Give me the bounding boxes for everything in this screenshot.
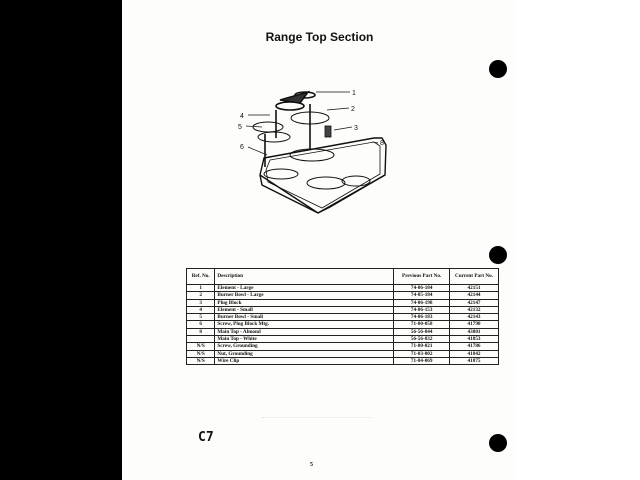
callout-6: 6 [240, 144, 244, 151]
page-title: Range Top Section [265, 30, 374, 44]
cell-description: Screw, Plug Block Mtg. [215, 321, 394, 328]
cell-ref: N/S [187, 350, 215, 357]
cell-ref: 6 [187, 321, 215, 328]
parts-table [186, 268, 499, 365]
callout-8: 8 [380, 140, 384, 147]
table-row [187, 306, 499, 313]
table-row [187, 357, 499, 364]
cell-ref: N/S [187, 357, 215, 364]
cell-ref: 1 [187, 285, 215, 292]
page-number: 5 [310, 462, 313, 468]
table-header-row [187, 269, 499, 285]
cell-ref: 5 [187, 314, 215, 321]
cell-current: 43801 [450, 328, 499, 335]
cell-current: 41790 [450, 321, 499, 328]
cell-description: Wire Clip [215, 357, 394, 364]
cell-previous: 71-00-021 [394, 343, 450, 350]
cell-description: Main Top - Almond [215, 328, 394, 335]
cell-current: 41875 [450, 357, 499, 364]
cell-previous: 71-00-058 [394, 321, 450, 328]
cell-ref: 2 [187, 292, 215, 299]
header-ref: Ref. No. [187, 269, 215, 285]
cell-ref: 8 [187, 328, 215, 335]
cell-ref: 4 [187, 306, 215, 313]
cell-current: 41842 [450, 350, 499, 357]
binder-margin [517, 0, 640, 480]
faint-scan-artifact [262, 407, 372, 418]
binder-hole-middle [489, 246, 507, 264]
cell-description: Screw, Grounding [215, 343, 394, 350]
cell-previous: 71-03-002 [394, 350, 450, 357]
table-row [187, 292, 499, 299]
cell-current: 42147 [450, 299, 499, 306]
cell-ref: 3 [187, 299, 215, 306]
cell-description: Plug Block [215, 299, 394, 306]
plug-block [325, 126, 331, 137]
header-previous: Previous Part No. [394, 269, 450, 285]
callout-5: 5 [238, 124, 242, 131]
cell-description: Burner Bowl - Small [215, 314, 394, 321]
range-top-diagram [122, 0, 517, 260]
cell-ref: N/S [187, 343, 215, 350]
main-top [260, 138, 386, 213]
table-row [187, 321, 499, 328]
cell-previous: 74-06-183 [394, 314, 450, 321]
cell-description: Nut, Grounding [215, 350, 394, 357]
table-row [187, 285, 499, 292]
binder-hole-bottom [489, 434, 507, 452]
header-current: Current Part No. [450, 269, 499, 285]
cell-description: Burner Bowl - Large [215, 292, 394, 299]
table-row [187, 350, 499, 357]
cell-previous: 71-04-069 [394, 357, 450, 364]
header-description: Description [215, 269, 394, 285]
cell-current: 41786 [450, 343, 499, 350]
table-row [187, 314, 499, 321]
cell-description: Main Top - White [215, 336, 394, 343]
table-row [187, 328, 499, 335]
table-row [187, 299, 499, 306]
cell-previous: 74-06-153 [394, 306, 450, 313]
cell-previous: 56-56-832 [394, 336, 450, 343]
table-row [187, 343, 499, 350]
cell-current: 41853 [450, 336, 499, 343]
cell-current: 42143 [450, 314, 499, 321]
cell-current: 42132 [450, 306, 499, 313]
cell-current: 42151 [450, 285, 499, 292]
cell-description: Element - Large [215, 285, 394, 292]
binder-hole-top [489, 60, 507, 78]
cell-description: Element - Small [215, 306, 394, 313]
cell-previous: 74-05-184 [394, 292, 450, 299]
callout-3: 3 [354, 125, 358, 132]
section-code: C7 [198, 430, 214, 445]
table-row [187, 336, 499, 343]
cell-previous: 56-56-844 [394, 328, 450, 335]
document-page [122, 0, 517, 480]
cell-ref [187, 336, 215, 343]
cell-previous: 74-06-198 [394, 299, 450, 306]
callout-1: 1 [352, 90, 356, 97]
callout-2: 2 [351, 106, 355, 113]
cell-previous: 74-06-184 [394, 285, 450, 292]
cell-current: 42144 [450, 292, 499, 299]
callout-4: 4 [240, 113, 244, 120]
